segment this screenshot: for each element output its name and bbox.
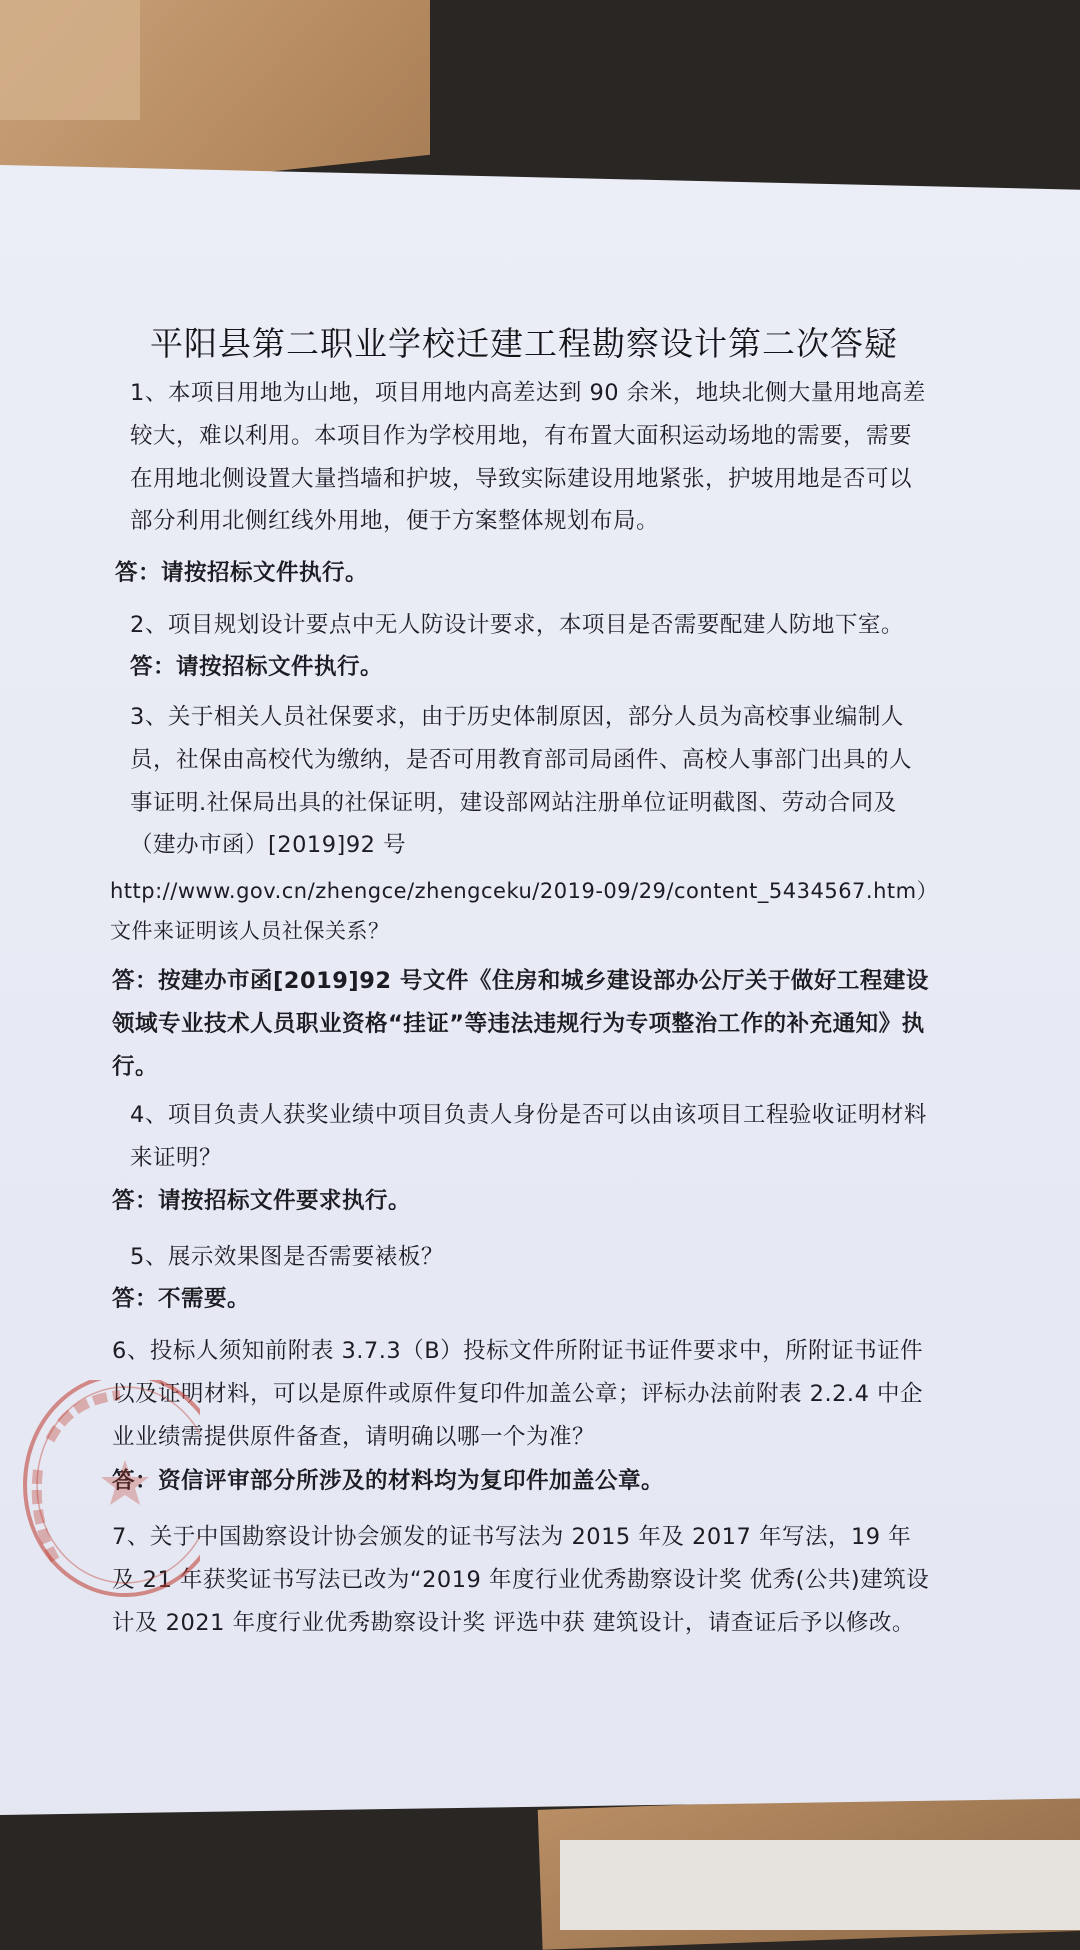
answer-6: 答：资信评审部分所涉及的材料均为复印件加盖公章。 [112,1468,665,1494]
answer-2: 答：请按招标文件执行。 [130,654,384,680]
answer-4: 答：请按招标文件要求执行。 [112,1188,412,1214]
question-6: 6、投标人须知前附表 3.7.3（B）投标文件所附证书证件要求中，所附证书证件以及证明材料，可以是原件或原件复印件加盖公章；评标办法前附表 2.2.4 中企业业绩需提供原件备查，请明确以哪一个为准？ [112,1338,924,1450]
question-3-url: http://www.gov.cn/zhengce/zhengceku/2019-09/29/content_5434567.htm）文件来证明该人员社保关系？ [110,879,928,943]
answer-5: 答：不需要。 [112,1286,251,1312]
answer-3: 答：按建办市函[2019]92 号文件《住房和城乡建设部办公厅关于做好工程建设领域专业技术人员职业资格“挂证”等违法违规行为专项整治工作的补充通知》执行。 [112,968,929,1080]
question-4: 4、项目负责人获奖业绩中项目负责人身份是否可以由该项目工程验收证明材料来证明？ [130,1102,927,1171]
answer-1: 答：请按招标文件执行。 [115,560,369,586]
question-3: 3、关于相关人员社保要求，由于历史体制原因，部分人员为高校事业编制人员，社保由高校代为缴纳，是否可用教育部司局函件、高校人事部门出具的人事证明.社保局出具的社保证明，建设部网站注册单位证明截图、劳动合同及（建办市函）[2019]92 号 [130,704,913,859]
question-5: 5、展示效果图是否需要裱板？ [130,1244,444,1270]
question-1 [130,372,930,543]
document-title: 平阳县第二职业学校迁建工程勘察设计第二次答疑 [150,324,898,363]
question-7: 7、关于中国勘察设计协会颁发的证书写法为 2015 年及 2017 年写法，19 年及 21 年获奖证书写法已改为“2019 年度行业优秀勘察设计奖 优秀(公共)建筑设计及 2021 年度行业优秀勘察设计奖 评选中获 建筑设计，请查证后予以修改。 [112,1524,930,1636]
official-seal [10,1380,200,1600]
question-text: 1、本项目用地为山地，项目用地内高差达到 90 余米，地块北侧大量用地高差较大，难以利用。本项目作为学校用地，有布置大面积运动场地的需要，需要在用地北侧设置大量挡墙和护坡，导致实际建设用地紧张，护坡用地是否可以部分利用北侧红线外用地，便于方案整体规划布局。 [130,380,926,535]
question-2: 2、项目规划设计要点中无人防设计要求，本项目是否需要配建人防地下室。 [130,612,904,638]
